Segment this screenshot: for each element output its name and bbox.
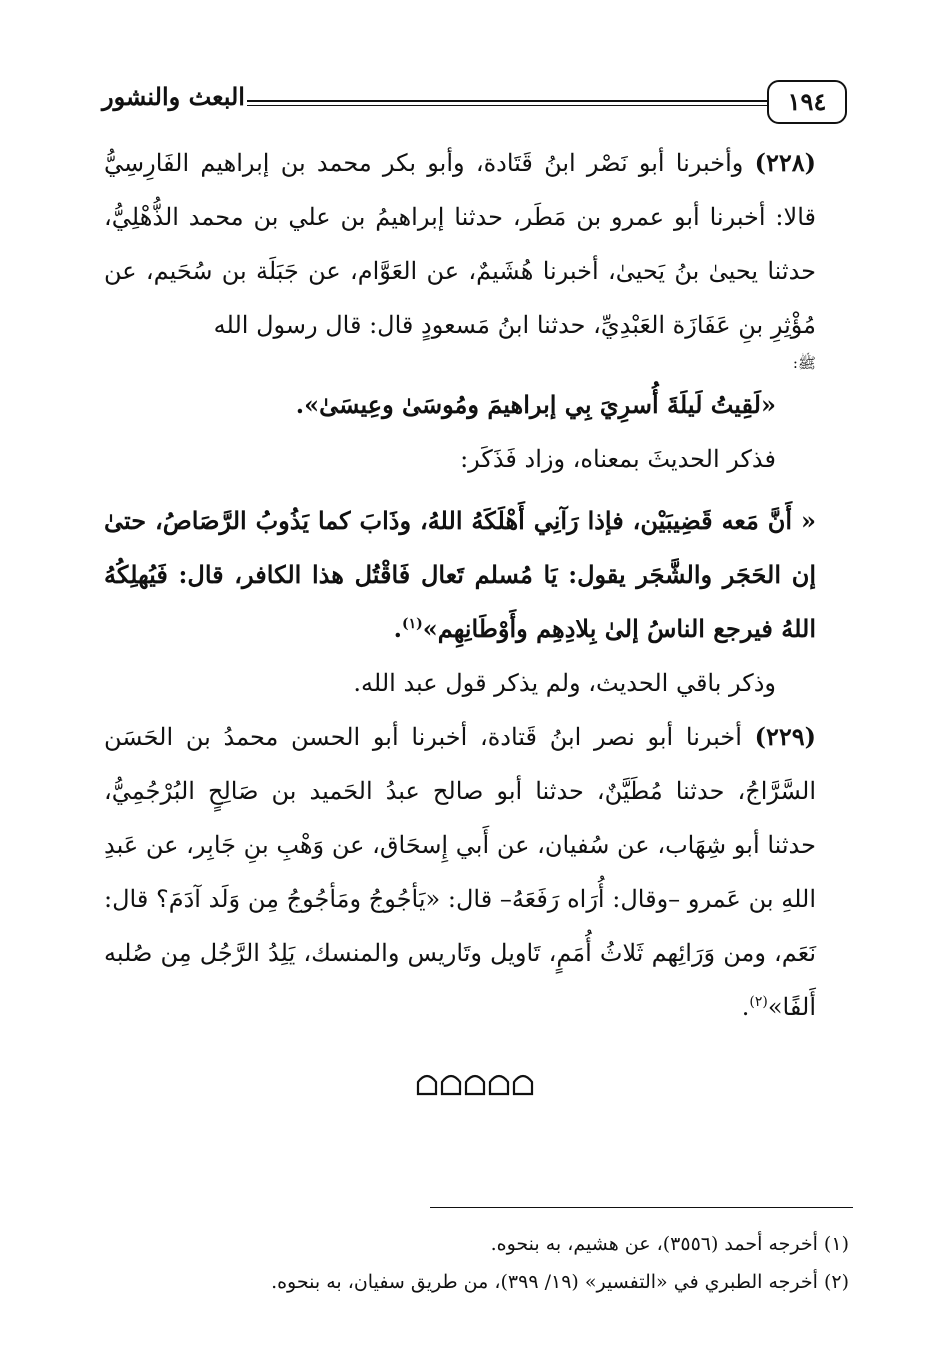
footnote-ref: (١) [401, 616, 423, 632]
page-header [102, 72, 847, 128]
isnad-text: وأخبرنا أبو نَصْر ابنُ قَتَادة، وأبو بكر محمد بن إبراهيم الفَارِسِيُّ قالا: أخبرنا أبو عمرو بن مَطَر، حدثنا إبراهيمُ بن علي بن محمد الذُّهْلِيُّ، حدثنا يحيىٰ بنُ يَحيىٰ، أخبرنا هُشَيمٌ، عن العَوَّام، عن جَبَلَة بن سُحَيم، عن مُؤْثِرِ بنِ عَفَازَة العَبْدِيِّ، حدثنا ابنُ مَسعودٍ قال: قال رسول الله [104, 149, 816, 339]
hadith-228-matn-1: «لَقِيتُ لَيلَةَ أُسرِيَ بِي إبراهيمَ ومُوسَىٰ وعِيسَىٰ». [295, 390, 776, 419]
hadith-228-narration-2: وذكر باقي الحديث، ولم يذكر قول عبد الله. [353, 669, 776, 697]
hadith-228-isnad [104, 136, 816, 378]
hadith-text: أخبرنا أبو نصر ابنُ قَتادة، أخبرنا أبو الحسن محمدُ بن الحَسَن السَّرَّاجُ، حدثنا مُطَيَّنٌ، حدثنا أبو صالح عبدُ الحَميد بن صَالِحٍ البُرْجُمِيُّ، حدثنا أبو شِهَاب، عن سُفيان، عن أَبي إِسحَاق، عن وَهْبِ بنِ جَابِر، عن عَبدِ اللهِ بن عَمرو –وقال: أُرَاه رَفَعَهُ– قال: «يَأجُوجُ ومَأجُوجُ مِن وَلَد آدَمَ؟ قال: نَعَم، ومن وَرَائِهم ثَلاثُ أُمَمٍ، تَاويل وتَاريس والمنسك، يَلِدُ الرَّجُل مِن صُلبه أَلفًا» [104, 723, 816, 1021]
section-ornament [0, 1063, 950, 1103]
hadith-number: (٢٢٨) [754, 148, 816, 177]
header-rule [247, 100, 767, 106]
hadith-228-matn-2 [104, 494, 816, 656]
page-number: ١٩٤ [767, 80, 847, 124]
running-title: البعث والنشور [102, 82, 245, 111]
hadith-229 [104, 710, 816, 1034]
ornament-dome-icon [416, 1070, 438, 1096]
hadith-number: (٢٢٩) [754, 722, 816, 751]
ornament-dome-icon [440, 1070, 462, 1096]
ornament-dome-icon [488, 1070, 510, 1096]
salla-glyph: ﷺ: [792, 354, 816, 372]
footnote-divider [430, 1207, 853, 1208]
footnote-1: (١) أخرجه أحمد (٣٥٥٦)، عن هشيم، به بنحوه. [490, 1233, 849, 1255]
period: . [393, 614, 402, 643]
hadith-228-narration-1: فذكر الحديثَ بمعناه، وزاد فَذَكَر: [460, 445, 776, 473]
ornament-dome-icon [512, 1070, 534, 1096]
footnote-ref: (٢) [749, 994, 768, 1010]
main-text [104, 136, 816, 1034]
ornament-dome-icon [464, 1070, 486, 1096]
footnotes [104, 1225, 849, 1301]
matn-text: « أَنَّ مَعه قَضِيبَيْن، فإذا رَآنِي أَهْلَكَهُ اللهُ، وذَابَ كما يَذُوبُ الرَّصَاصُ، حتىٰ إن الحَجَر والشَّجَر يقول: يَا مُسلم تَعال فَاقْتُل هذا الكافر، قال: فَيُهلِكُهُ اللهُ فيرجع الناسُ إلىٰ بِلادِهِم وأَوْطَانِهِم» [104, 506, 816, 643]
footnote-2: (٢) أخرجه الطبري في «التفسير» (١٩/ ٣٩٩)، من طريق سفيان، به بنحوه. [271, 1271, 849, 1293]
period: . [741, 993, 750, 1021]
